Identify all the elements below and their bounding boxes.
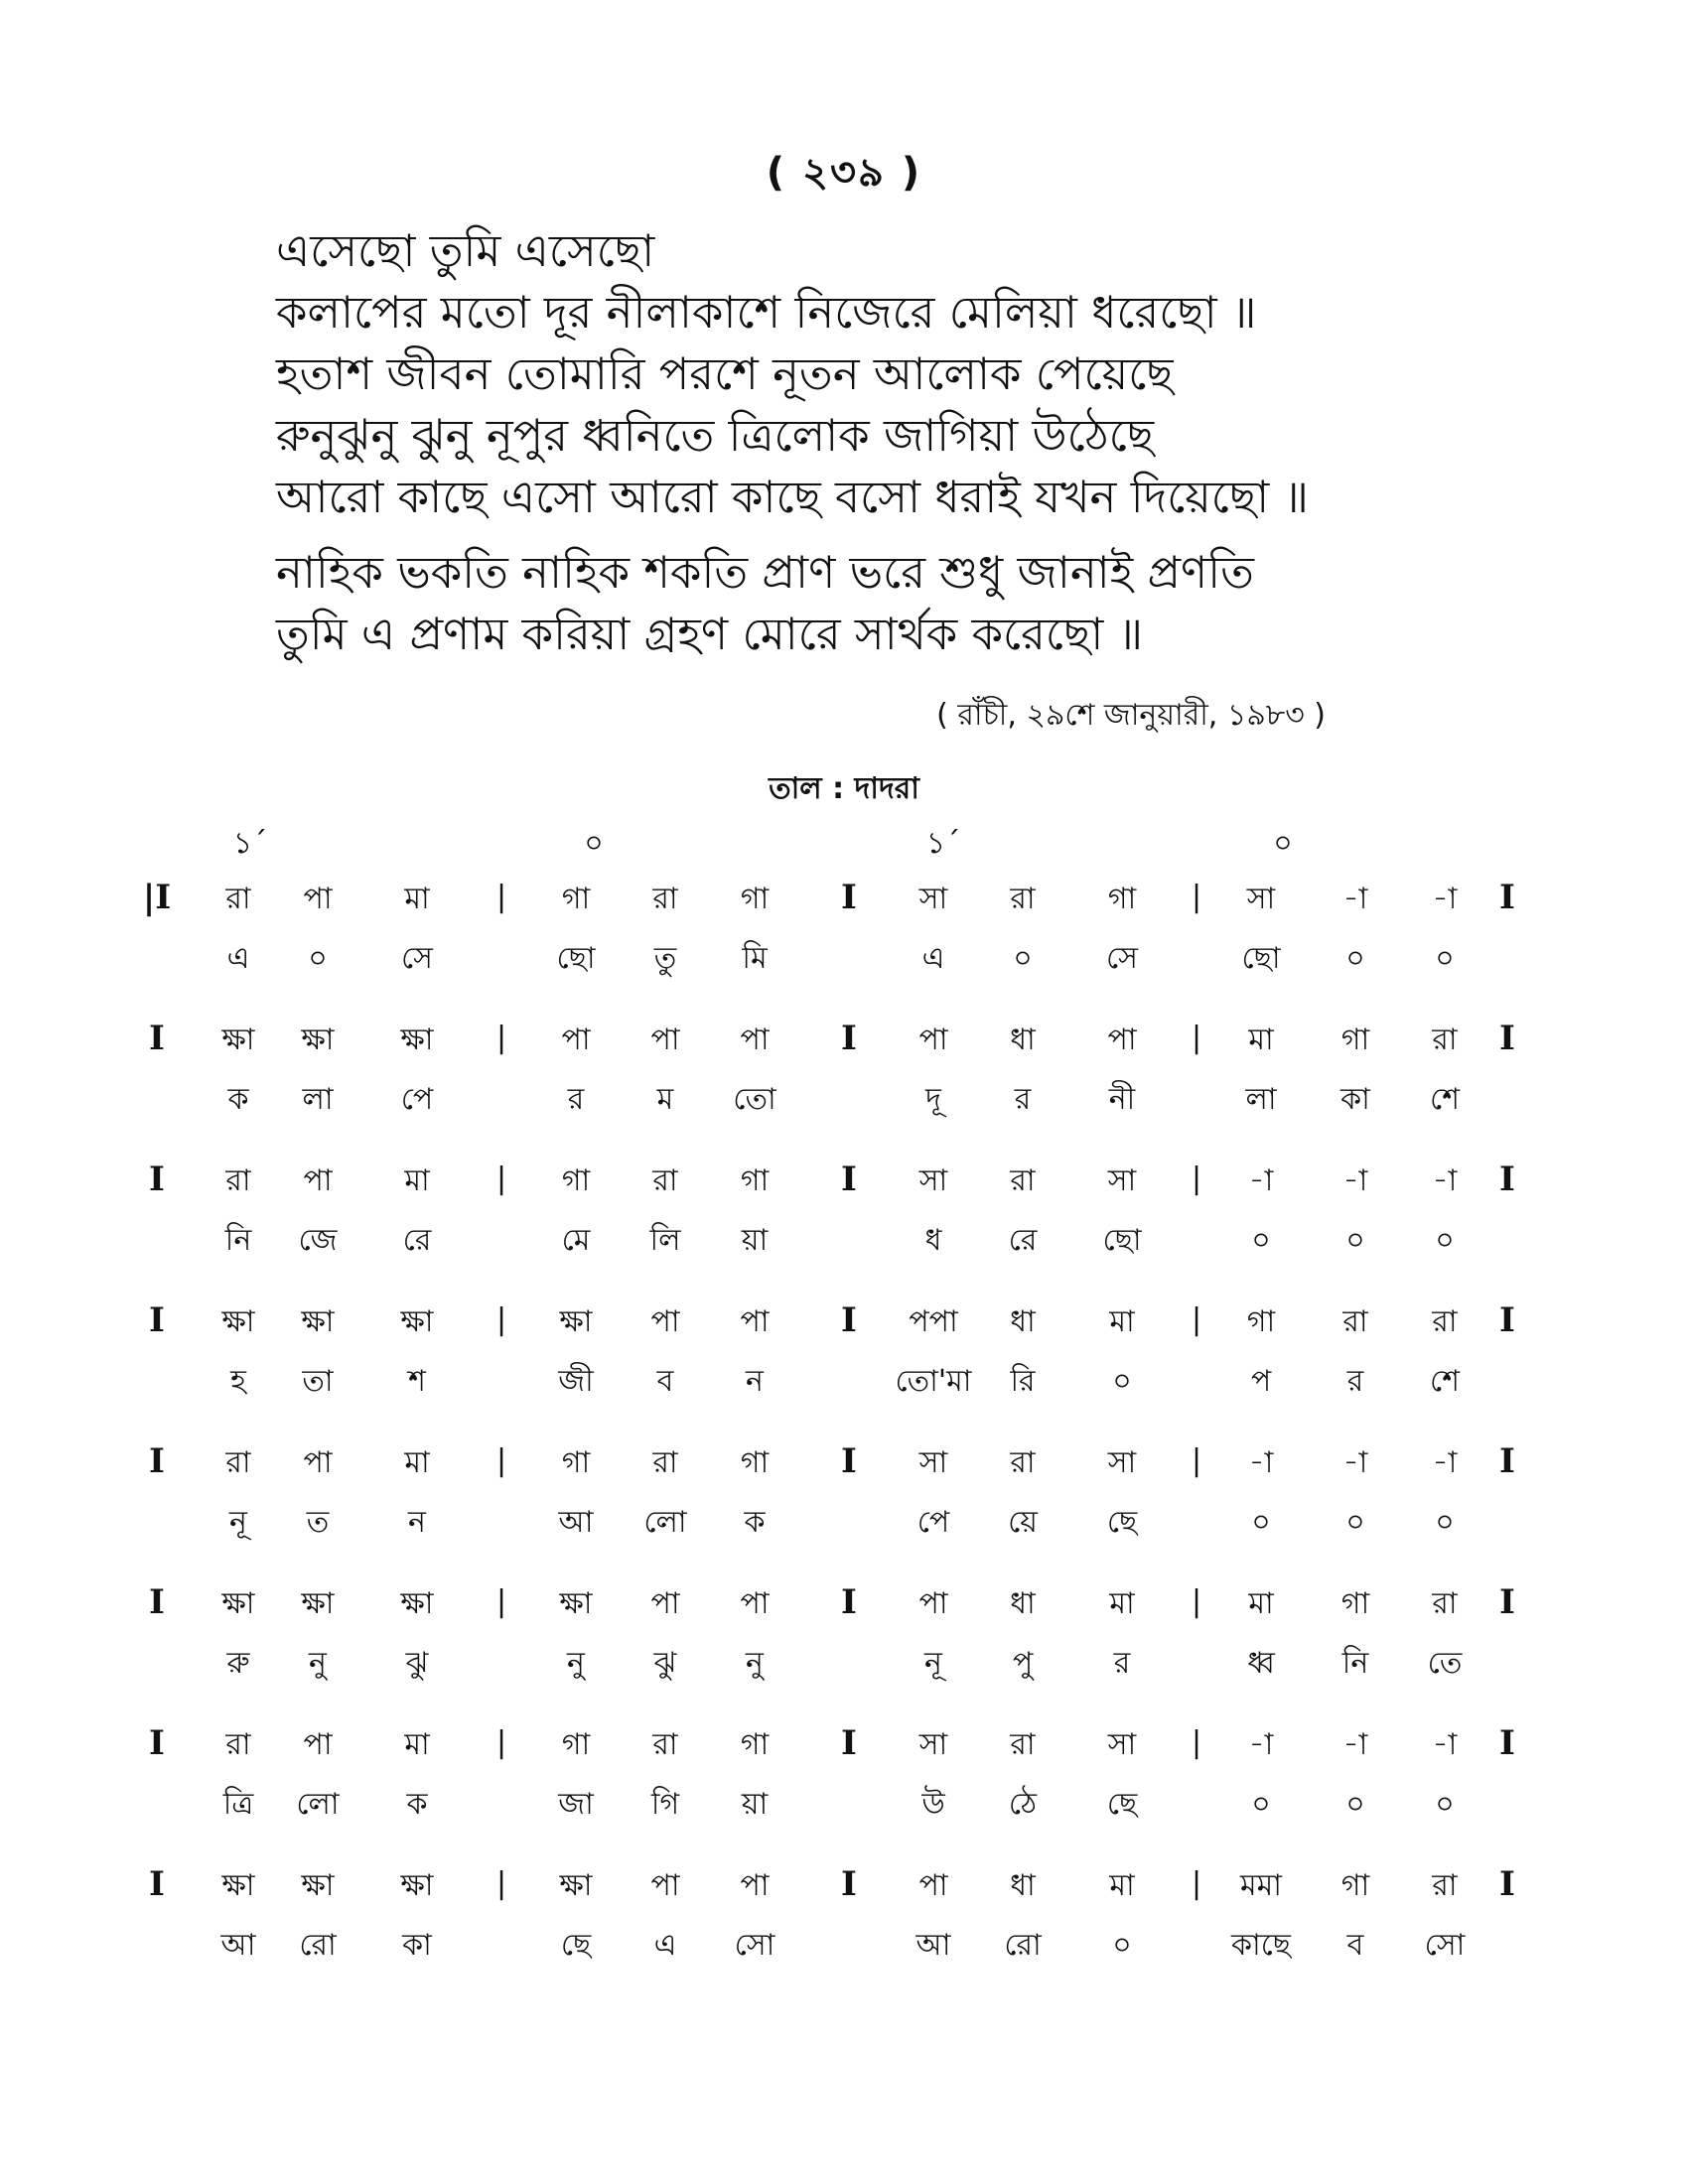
swara-note: সা (918, 1163, 948, 1198)
lyric-syllable: র (1346, 1364, 1364, 1399)
lyric-syllable: ছে (560, 1928, 592, 1963)
swara-note: পা (918, 1586, 948, 1621)
lyric-line: হতাশ জীবন তোমারি পরশে নূতন আলোক পেয়েছে (276, 347, 1174, 400)
lyric-syllable: ০ (308, 941, 328, 976)
swara-note: গা (561, 1163, 591, 1198)
lyric-syllable: ধ্ব (1247, 1646, 1275, 1681)
swara-note: রা (225, 882, 251, 916)
lyric-syllable: রি (1010, 1364, 1036, 1399)
taal-mark: ০ (1273, 826, 1293, 861)
swara-note: মমা (1239, 1868, 1283, 1903)
swara-note: ক্ষা (559, 1586, 593, 1621)
lyric-syllable: পু (1012, 1646, 1034, 1681)
lyric-syllable: কাছে (1231, 1928, 1291, 1963)
lyric-syllable: ০ (1345, 1223, 1365, 1258)
swara-note: রা (652, 1163, 678, 1198)
bar-line: | (1191, 1725, 1202, 1760)
swara-note: -া (1342, 1163, 1368, 1198)
bar-line: I (149, 1582, 165, 1622)
bar-line: I (1499, 1019, 1515, 1058)
lyric-syllable: এ (653, 1928, 677, 1963)
swara-note: সা (1107, 1445, 1137, 1480)
lyric-syllable: ব (1346, 1928, 1364, 1963)
lyric-syllable: য়া (741, 1223, 769, 1258)
lyric-syllable: নু (567, 1646, 585, 1681)
taal-heading: তাল : দাদরা (769, 771, 919, 806)
lyric-syllable: ০ (1435, 941, 1455, 976)
lyric-line: তুমি এ প্রণাম করিয়া গ্রহণ মোরে সার্থক করেছো ॥ (276, 608, 1144, 660)
bar-line: | (1191, 1302, 1202, 1337)
swara-note: ক্ষা (301, 1868, 335, 1903)
swara-note: ক্ষা (400, 1868, 434, 1903)
swara-note: ধা (1010, 1868, 1036, 1903)
swara-note: পা (740, 1304, 770, 1339)
lyric-syllable: ক (744, 1505, 766, 1540)
swara-note: ক্ষা (221, 1304, 255, 1339)
lyric-syllable: দূ (925, 1082, 941, 1117)
swara-note: -া (1342, 1445, 1368, 1480)
swara-note: পা (740, 1023, 770, 1057)
swara-note: মা (404, 1163, 430, 1198)
lyric-syllable: ০ (1345, 1787, 1365, 1822)
swara-note: মা (404, 1727, 430, 1762)
taal-mark: ১´ (925, 826, 961, 861)
lyric-syllable: ঝু (653, 1646, 677, 1681)
bar-line: I (1499, 1441, 1515, 1481)
swara-note: পা (650, 1868, 680, 1903)
lyric-syllable: নূ (924, 1646, 942, 1681)
bar-line: | (495, 880, 507, 914)
swara-note: সা (918, 1445, 948, 1480)
swara-note: গা (561, 1727, 591, 1762)
swara-note: রা (225, 1445, 251, 1480)
swara-note: মা (1109, 1868, 1135, 1903)
lyric-syllable: নূ (229, 1505, 247, 1540)
bar-line: I (1499, 1864, 1515, 1904)
swara-note: পা (650, 1586, 680, 1621)
swara-note: -া (1432, 1727, 1458, 1762)
bar-line: | (1191, 880, 1202, 914)
swara-note: রা (1432, 1868, 1458, 1903)
lyric-syllable: লো (643, 1505, 687, 1540)
lyric-syllable: প (1250, 1364, 1272, 1399)
swara-note: রা (225, 1727, 251, 1762)
lyric-syllable: উ (921, 1787, 945, 1822)
swara-note: গা (740, 882, 770, 916)
swara-note: গা (1340, 1586, 1370, 1621)
swara-note: পা (740, 1586, 770, 1621)
lyric-line: আরো কাছে এসো আরো কাছে বসো ধরাই যখন দিয়েছো ॥ (276, 471, 1309, 523)
lyric-syllable: নী (1108, 1082, 1136, 1117)
swara-note: সা (918, 1727, 948, 1762)
lyric-syllable: গি (650, 1787, 680, 1822)
lyric-syllable: সে (1106, 941, 1138, 976)
swara-note: ক্ষা (221, 1868, 255, 1903)
lyric-syllable: লো (296, 1787, 340, 1822)
swara-note: ক্ষা (559, 1868, 593, 1903)
swara-note: পা (918, 1868, 948, 1903)
swara-note: ক্ষা (559, 1304, 593, 1339)
bar-line: I (841, 1160, 857, 1199)
swara-note: ক্ষা (221, 1023, 255, 1057)
swara-note: পা (561, 1023, 591, 1057)
swara-note: পা (740, 1868, 770, 1903)
swara-note: পা (303, 1163, 333, 1198)
lyric-syllable: ০ (1013, 941, 1033, 976)
lyric-syllable: এ (921, 941, 945, 976)
lyric-syllable: ০ (1251, 1505, 1271, 1540)
swara-note: রা (1432, 1023, 1458, 1057)
lyric-syllable: কা (1340, 1082, 1370, 1117)
swara-note: ধা (1010, 1304, 1036, 1339)
swara-note: সা (1107, 1163, 1137, 1198)
lyric-syllable: নি (224, 1223, 252, 1258)
lyric-syllable: ক (227, 1082, 249, 1117)
bar-line: I (841, 1582, 857, 1622)
lyric-syllable: ব (656, 1364, 674, 1399)
lyric-syllable: ০ (1435, 1223, 1455, 1258)
swara-note: মা (1109, 1304, 1135, 1339)
swara-note: -া (1342, 1727, 1368, 1762)
swara-note: গা (1246, 1304, 1276, 1339)
lyric-syllable: র (567, 1082, 585, 1117)
bar-line: | (1191, 1866, 1202, 1901)
lyric-syllable: র (1113, 1646, 1131, 1681)
swara-note: রা (652, 1445, 678, 1480)
swara-note: -া (1432, 1163, 1458, 1198)
bar-line: I (841, 1019, 857, 1058)
swara-note: -া (1248, 1445, 1274, 1480)
bar-line: I (149, 1864, 165, 1904)
lyric-syllable: লি (649, 1223, 681, 1258)
swara-note: রা (652, 1727, 678, 1762)
lyric-syllable: য়া (741, 1787, 769, 1822)
bar-line: I (149, 1160, 165, 1199)
lyric-syllable: ছো (1102, 1223, 1142, 1258)
swara-note: রা (1342, 1304, 1368, 1339)
swara-note: গা (561, 1445, 591, 1480)
swara-note: পা (650, 1023, 680, 1057)
lyric-syllable: তা (302, 1364, 334, 1399)
bar-line: I (149, 1723, 165, 1763)
swara-note: সা (1246, 882, 1276, 916)
lyric-syllable: রো (299, 1928, 337, 1963)
bar-line: I (841, 1300, 857, 1340)
lyric-syllable: তো (733, 1082, 776, 1117)
bar-line: | (495, 1866, 507, 1901)
swara-note: গা (1340, 1868, 1370, 1903)
swara-note: ক্ষা (400, 1023, 434, 1057)
lyric-line: নাহিক ভকতি নাহিক শকতি প্রাণ ভরে শুধু জানাই প্রণতি (276, 546, 1254, 599)
swara-note: পা (918, 1023, 948, 1057)
bar-line: | (1191, 1584, 1202, 1619)
swara-note: ক্ষা (301, 1304, 335, 1339)
lyric-syllable: তো'মা (895, 1364, 972, 1399)
lyric-syllable: ঠে (1008, 1787, 1038, 1822)
lyric-syllable: ০ (1112, 1928, 1132, 1963)
swara-note: পা (303, 1727, 333, 1762)
lyric-syllable: ত্রি (222, 1787, 254, 1822)
swara-note: রা (1432, 1304, 1458, 1339)
lyric-syllable: জী (558, 1364, 594, 1399)
swara-note: ক্ষা (400, 1586, 434, 1621)
lyric-syllable: জা (558, 1787, 594, 1822)
lyric-syllable: শে (1430, 1082, 1460, 1117)
bar-line: I (841, 1441, 857, 1481)
bar-line: I (1499, 1723, 1515, 1763)
lyric-syllable: রে (402, 1223, 432, 1258)
lyric-syllable: ন (408, 1505, 426, 1540)
page-number: ( ২৩৯ ) (766, 150, 922, 196)
bar-line: I (1499, 878, 1515, 917)
bar-line: I (1499, 1160, 1515, 1199)
lyric-syllable: র (1014, 1082, 1032, 1117)
lyric-syllable: নু (746, 1646, 764, 1681)
bar-line: I (1499, 1300, 1515, 1340)
lyric-syllable: শ (408, 1364, 426, 1399)
bar-line: | (1191, 1161, 1202, 1196)
swara-note: রা (1010, 882, 1036, 916)
lyric-syllable: ম (656, 1082, 674, 1117)
swara-note: ক্ষা (400, 1304, 434, 1339)
swara-note: রা (1010, 1445, 1036, 1480)
lyric-syllable: ০ (1435, 1505, 1455, 1540)
swara-note: গা (740, 1727, 770, 1762)
lyric-syllable: আ (220, 1928, 256, 1963)
lyric-syllable: নু (309, 1646, 327, 1681)
lyric-syllable: ত (306, 1505, 330, 1540)
bar-line: | (1191, 1443, 1202, 1478)
swara-note: -া (1248, 1727, 1274, 1762)
lyric-line: রুনুঝুনু ঝুনু নূপুর ধ্বনিতে ত্রিলোক জাগিয়া উঠেছে (276, 409, 1155, 462)
lyric-syllable: ছে (1106, 1505, 1138, 1540)
swara-note: পপা (909, 1304, 958, 1339)
swara-note: গা (1340, 1023, 1370, 1057)
lyric-syllable: মি (742, 941, 768, 976)
lyric-syllable: তে (1427, 1646, 1463, 1681)
bar-line: | (495, 1302, 507, 1337)
lyric-syllable: সো (734, 1928, 775, 1963)
lyric-syllable: ০ (1251, 1223, 1271, 1258)
lyric-syllable: রু (226, 1646, 250, 1681)
bar-line: I (149, 1019, 165, 1058)
lyric-syllable: ০ (1345, 1505, 1365, 1540)
swara-note: রা (1010, 1727, 1036, 1762)
lyric-line: কলাপের মতো দূর নীলাকাশে নিজেরে মেলিয়া ধরেছো ॥ (276, 286, 1257, 339)
swara-note: মা (1248, 1023, 1274, 1057)
swara-note: রা (652, 882, 678, 916)
bar-line: I (149, 1300, 165, 1340)
lyric-syllable: সে (401, 941, 433, 976)
swara-note: -া (1248, 1163, 1274, 1198)
lyric-syllable: ০ (1251, 1787, 1271, 1822)
lyric-syllable: ন (746, 1364, 764, 1399)
lyric-syllable: য়ে (1008, 1505, 1038, 1540)
swara-note: সা (1107, 1727, 1137, 1762)
swara-note: -া (1432, 1445, 1458, 1480)
swara-note: মা (404, 1445, 430, 1480)
lyric-syllable: নি (1341, 1646, 1369, 1681)
lyric-syllable: এ (226, 941, 250, 976)
bar-line: I (841, 1723, 857, 1763)
lyric-syllable: পে (400, 1082, 434, 1117)
bar-line: |I (142, 878, 172, 917)
swara-note: গা (740, 1445, 770, 1480)
lyric-syllable: হ (230, 1364, 246, 1399)
swara-note: রা (1432, 1586, 1458, 1621)
taal-mark: ০ (584, 826, 604, 861)
lyric-syllable: তু (653, 941, 677, 976)
swara-note: সা (918, 882, 948, 916)
swara-note: ক্ষা (301, 1023, 335, 1057)
lyric-syllable: ছো (1241, 941, 1281, 976)
lyric-syllable: রে (1008, 1223, 1038, 1258)
bar-line: | (495, 1443, 507, 1478)
swara-note: রা (225, 1163, 251, 1198)
bar-line: | (495, 1725, 507, 1760)
lyric-syllable: পে (916, 1505, 950, 1540)
lyric-syllable: জে (298, 1223, 338, 1258)
swara-note: ধা (1010, 1023, 1036, 1057)
lyric-syllable: ছে (1106, 1787, 1138, 1822)
lyric-syllable: ০ (1435, 1787, 1455, 1822)
lyric-syllable: রো (1004, 1928, 1042, 1963)
dateline: ( রাঁচী, ২৯শে জানুয়ারী, ১৯৮৩ ) (936, 698, 1326, 733)
swara-note: গা (1107, 882, 1137, 916)
lyric-syllable: আ (915, 1928, 951, 1963)
bar-line: | (495, 1161, 507, 1196)
swara-note: পা (1107, 1023, 1137, 1057)
swara-note: ধা (1010, 1586, 1036, 1621)
lyric-syllable: লা (302, 1082, 334, 1117)
swara-note: মা (1109, 1586, 1135, 1621)
swara-note: গা (740, 1163, 770, 1198)
taal-mark: ১´ (232, 826, 268, 861)
swara-note: -া (1342, 882, 1368, 916)
lyric-syllable: ঝু (405, 1646, 429, 1681)
lyric-syllable: মে (561, 1223, 591, 1258)
lyric-line: এসেছো তুমি এসেছো (276, 224, 655, 277)
swara-note: মা (404, 882, 430, 916)
lyric-syllable: লা (1245, 1082, 1277, 1117)
swara-note: পা (303, 1445, 333, 1480)
swara-note: রা (1010, 1163, 1036, 1198)
bar-line: I (841, 878, 857, 917)
swara-note: মা (1248, 1586, 1274, 1621)
swara-note: পা (650, 1304, 680, 1339)
swara-note: ক্ষা (221, 1586, 255, 1621)
bar-line: | (1191, 1021, 1202, 1055)
swara-note: ক্ষা (301, 1586, 335, 1621)
lyric-syllable: ০ (1345, 941, 1365, 976)
swara-note: -া (1432, 882, 1458, 916)
bar-line: | (495, 1584, 507, 1619)
swara-note: গা (561, 882, 591, 916)
bar-line: I (1499, 1582, 1515, 1622)
lyric-syllable: ক (406, 1787, 428, 1822)
bar-line: I (149, 1441, 165, 1481)
lyric-syllable: ছো (556, 941, 596, 976)
bar-line: I (841, 1864, 857, 1904)
lyric-syllable: কা (402, 1928, 432, 1963)
lyric-syllable: ধ (924, 1223, 942, 1258)
bar-line: | (495, 1021, 507, 1055)
lyric-syllable: সো (1424, 1928, 1466, 1963)
lyric-syllable: ০ (1112, 1364, 1132, 1399)
lyric-syllable: শে (1430, 1364, 1460, 1399)
swara-note: পা (303, 882, 333, 916)
lyric-syllable: আ (558, 1505, 594, 1540)
